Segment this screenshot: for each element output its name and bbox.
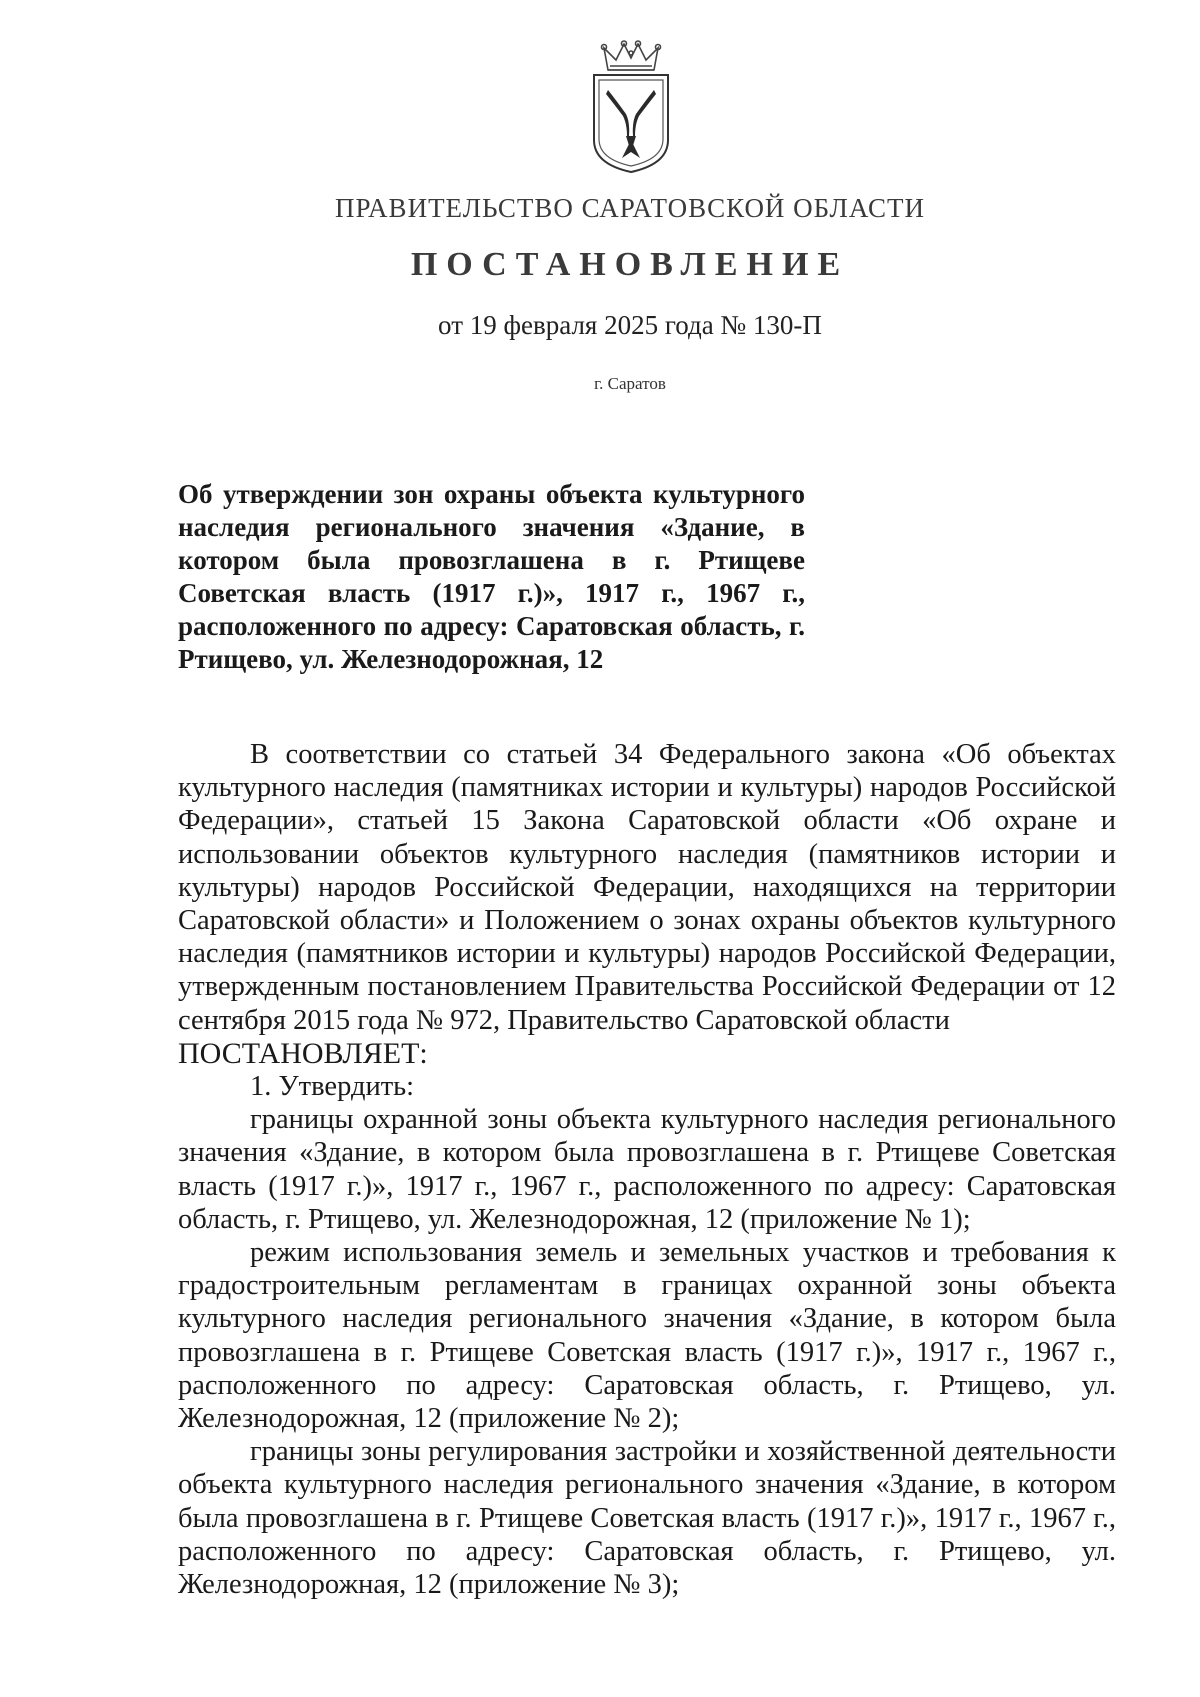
item-1-title: 1. Утвердить: [250, 1071, 415, 1103]
decree-word: ПОСТАНОВЛЯЕТ: [178, 1036, 428, 1070]
government-title: ПРАВИТЕЛЬСТВО САРАТОВСКОЙ ОБЛАСТИ [335, 193, 925, 223]
document-city: г. Саратов [594, 374, 666, 393]
item-1-c-paragraph: границы зоны регулирования застройки и хозяйственной деятельности объекта культурного наследия регионального значения «Здание, в котором была провозглашена в г. Ртищеве Советская власть (1917 г.)», 1917 г., 1967 г., расположенного по адресу: Саратовская область, г. Ртищево, ул. Железнодорожная, 12 (приложение № 3); [178, 1436, 1116, 1601]
document-date-number: от 19 февраля 2025 года № 130-П [438, 310, 822, 340]
item-1-b-paragraph: режим использования земель и земельных участков и требования к градостроительным регламентам в границах охранной зоны объекта культурного наследия регионального значения «Здание, в котором была провозглашена в г. Ртищеве Советская власть (1917 г.)», 1917 г., 1967 г., расположенного по адресу: Саратовская область, г. Ртищево, ул. Железнодорожная, 12 (приложение № 2); [178, 1237, 1116, 1435]
document-body [178, 738, 1116, 1601]
item-1-a-paragraph: границы охранной зоны объекта культурного наследия регионального значения «Здание, в котором была провозглашена в г. Ртищеве Советская власть (1917 г.)», 1917 г., 1967 г., расположенного по адресу: Саратовская область, г. Ртищево, ул. Железнодорожная, 12 (приложение № 1); [178, 1104, 1116, 1235]
saratov-coat-of-arms-icon [586, 40, 676, 175]
document-subject: Об утверждении зон охраны объекта культурного наследия регионального значения «Здание, в котором была провозглашена в г. Ртищеве Советская власть (1917 г.)», 1917 г., 1967 г., расположенного по адресу: Саратовская область, г. Ртищево, ул. Железнодорожная, 12 [178, 479, 805, 674]
document-type-heading: ПОСТАНОВЛЕНИЕ [410, 246, 850, 283]
preamble-paragraph: В соответствии со статьей 34 Федерального закона «Об объектах культурного наследия (памятниках истории и культуры) народов Российской Федерации», статьей 15 Закона Саратовской области «Об охране и использовании объектов культурного наследия (памятников истории и культуры) народов Российской Федерации, находящихся на территории Саратовской области» и Положением о зонах охраны объектов культурного наследия (памятников истории и культуры) народов Российской Федерации, утвержденным постановлением Правительства Российской Федерации от 12 сентября 2015 года № 972, Правительство Саратовской области [178, 739, 1116, 1036]
